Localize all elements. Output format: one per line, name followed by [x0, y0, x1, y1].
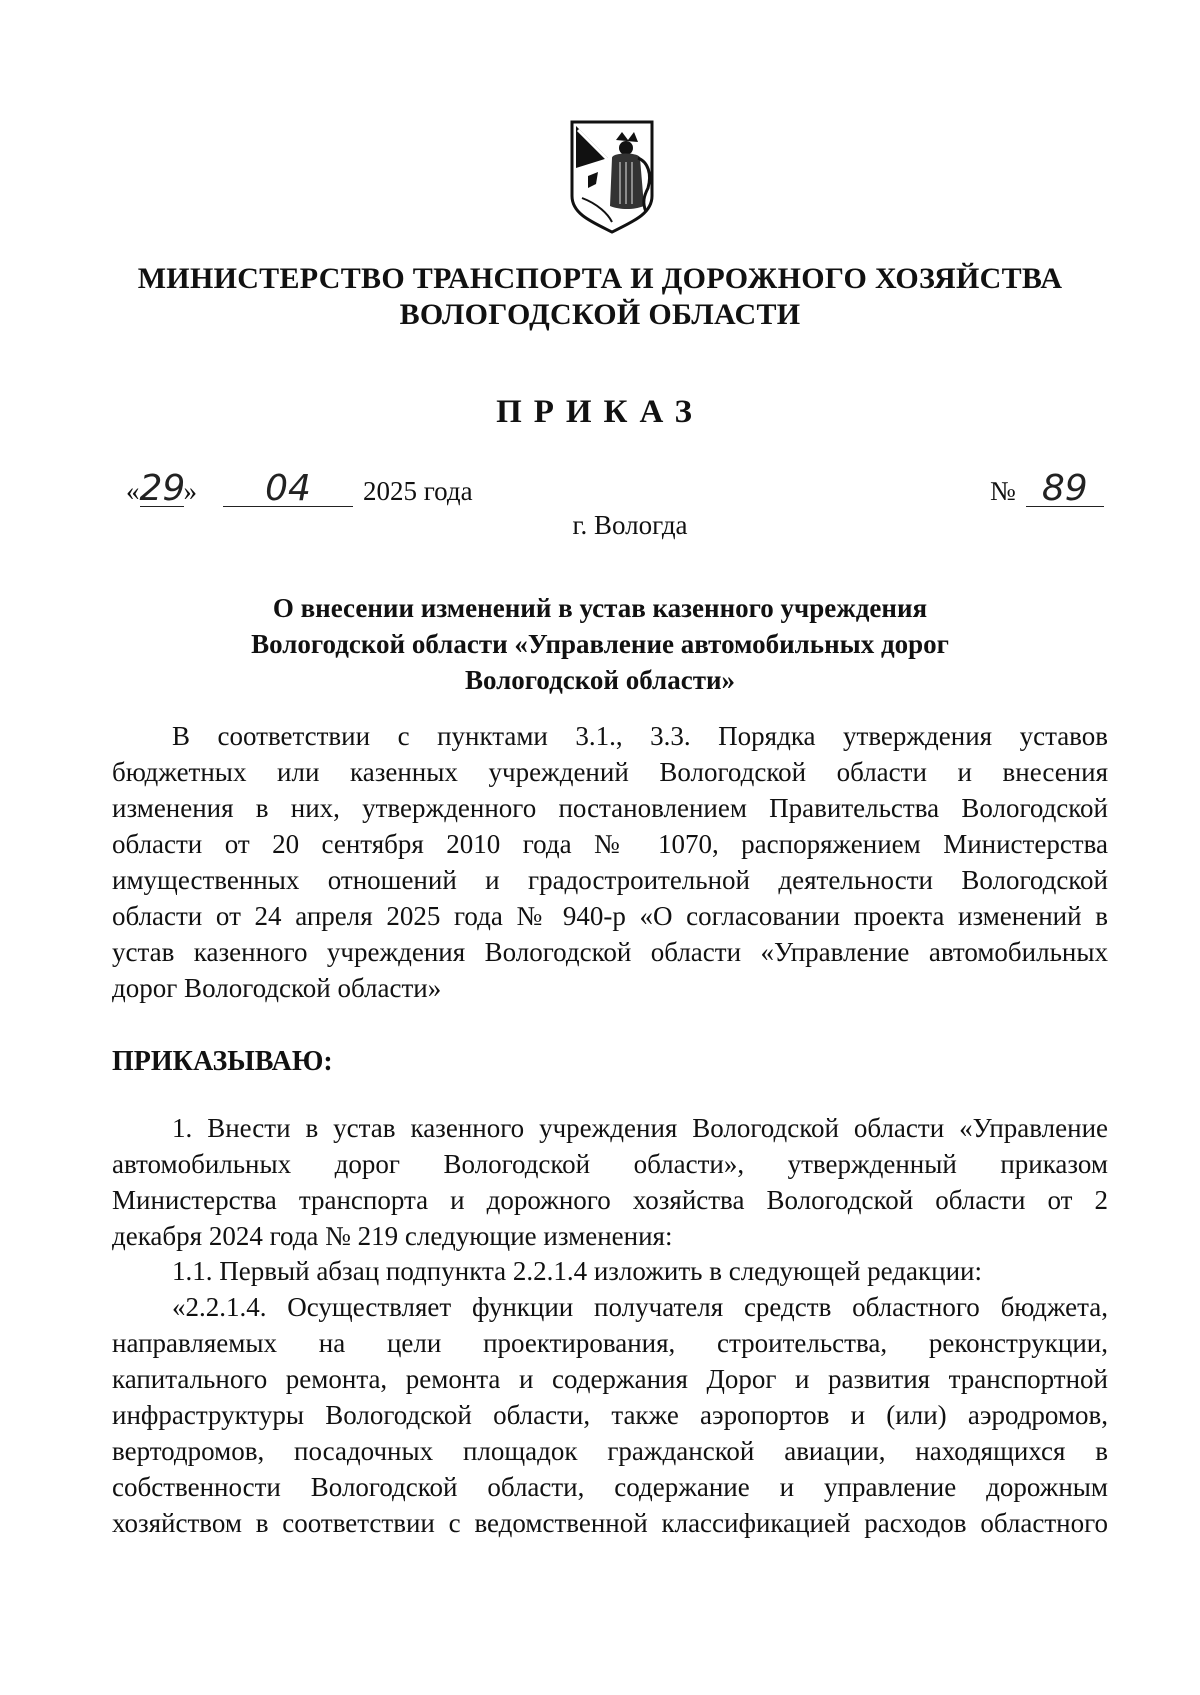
- text-line: инфраструктуры Вологодской области, также аэропортов и (или) аэродромов,: [112, 1400, 1108, 1430]
- quoted-amendment-paragraph: [112, 1289, 1108, 1541]
- text-line: направляемых на цели проектирования, строительства, реконструкции,: [112, 1328, 1108, 1358]
- number-sign: №: [990, 476, 1016, 506]
- subject-line: Вологодской области»: [464, 665, 736, 695]
- order-date: [126, 468, 473, 509]
- subject-line: Вологодской области «Управление автомобильных дорог: [251, 629, 949, 659]
- order-number: [990, 468, 1104, 509]
- date-close-quote: »: [183, 476, 197, 506]
- text-line: 1.1. Первый абзац подпункта 2.2.1.4 изложить в следующей редакции:: [172, 1256, 982, 1286]
- text-line: хозяйством в соответствии с ведомственной классификацией расходов областного: [112, 1508, 1108, 1538]
- ministry-name-line1: МИНИСТЕРСТВО ТРАНСПОРТА И ДОРОЖНОГО ХОЗЯЙСТВА: [137, 262, 1063, 295]
- date-year-text: 2025 года: [363, 476, 473, 506]
- text-line: «2.2.1.4. Осуществляет функции получателя средств областного бюджета,: [172, 1292, 1108, 1322]
- text-line: Министерства транспорта и дорожного хозяйства Вологодской области от 2: [112, 1185, 1108, 1215]
- subject-line: О внесении изменений в устав казенного учреждения: [272, 593, 928, 623]
- text-line: изменения в них, утвержденного постановлением Правительства Вологодской: [112, 793, 1108, 823]
- date-day-handwritten: 29: [139, 468, 186, 509]
- text-line: вертодромов, посадочных площадок гражданской авиации, находящихся в: [112, 1436, 1108, 1466]
- vologda-coat-of-arms-icon: [568, 118, 656, 236]
- city-name: г. Вологда: [572, 510, 688, 540]
- number-field: [1026, 468, 1104, 509]
- date-day-field: [140, 468, 184, 509]
- text-line: В соответствии с пунктами 3.1., 3.3. Порядка утверждения уставов: [172, 721, 1108, 751]
- ministry-name-line2: ВОЛОГОДСКОЙ ОБЛАСТИ: [399, 298, 801, 331]
- order-subject: [100, 590, 1100, 698]
- text-line: 1. Внести в устав казенного учреждения Вологодской области «Управление: [172, 1113, 1108, 1143]
- text-line: собственности Вологодской области, содержание и управление дорожным: [112, 1472, 1108, 1502]
- date-month-field: [223, 468, 353, 509]
- date-open-quote: «: [126, 476, 140, 506]
- item-1-paragraph: [112, 1110, 1108, 1254]
- text-line: бюджетных или казенных учреждений Вологодской области и внесения: [112, 757, 1108, 787]
- text-line: области от 24 апреля 2025 года № 940-р «О согласовании проекта изменений в: [112, 901, 1108, 931]
- text-line: декабря 2024 года № 219 следующие изменения:: [112, 1221, 673, 1251]
- text-line: устав казенного учреждения Вологодской области «Управление автомобильных: [112, 937, 1108, 967]
- text-line: дорог Вологодской области»: [112, 973, 442, 1003]
- document-type-title: ПРИКАЗ: [496, 394, 704, 430]
- text-line: автомобильных дорог Вологодской области», утвержденный приказом: [112, 1149, 1108, 1179]
- number-handwritten: 89: [1041, 468, 1088, 509]
- text-line: области от 20 сентября 2010 года № 1070, распоряжением Министерства: [112, 829, 1108, 859]
- text-line: капитального ремонта, ремонта и содержания Дорог и развития транспортной: [112, 1364, 1108, 1394]
- orders-heading: ПРИКАЗЫВАЮ:: [112, 1046, 333, 1077]
- preamble-paragraph: [112, 718, 1108, 1006]
- item-1-1-paragraph: [112, 1253, 1108, 1289]
- date-month-handwritten: 04: [265, 468, 311, 509]
- text-line: имущественных отношений и градостроительной деятельности Вологодской: [112, 865, 1108, 895]
